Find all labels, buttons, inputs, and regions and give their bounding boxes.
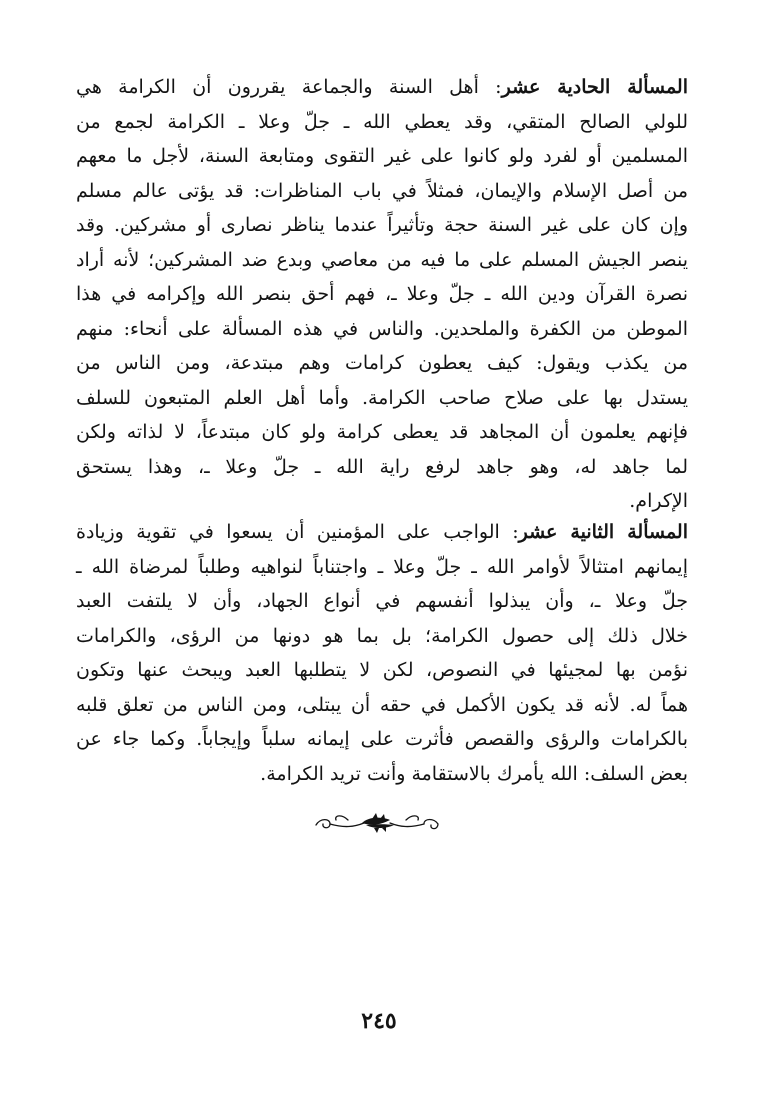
paragraph-line [76, 70, 688, 105]
paragraph-line: من يكذب ويقول: كيف يعطون كرامات وهم مبتدعة، ومن الناس من [76, 352, 688, 374]
paragraph-twelfth-issue [76, 515, 688, 791]
paragraph-line: نؤمن بها لمجيئها في النصوص، لكن لا يتطلبها العبد ويبحث عنها وتكون [76, 659, 688, 681]
paragraph-line: نصرة القرآن ودين الله ـ جلّ وعلا ـ، فهم أحق بنصر الله وإكرامه في هذا [76, 283, 688, 305]
paragraph-line: وإن كان على غير السنة حجة وتأثيراً عندما يناظر نصارى أو مشركين. وقد [76, 214, 688, 236]
paragraph-line: بعض السلف: الله يأمرك بالاستقامة وأنت تريد الكرامة. [260, 762, 688, 785]
paragraph-line: الموطن من الكفرة والملحدين. والناس في هذه المسألة على أنحاء: منهم [76, 317, 688, 340]
paragraph-line: المسلمين أو لفرد ولو كانوا على غير التقوى ومتابعة السنة، لأجل ما معهم [76, 145, 688, 167]
paragraph-line [76, 515, 688, 550]
page-number: ٢٤٥ [361, 1008, 397, 1034]
paragraph-line: الإكرام. [629, 490, 688, 512]
line-text: : الواجب على المؤمنين أن يسعوا في تقوية وزيادة [76, 521, 519, 543]
paragraph-line: فإنهم يعلمون أن المجاهد قد يعطى كرامة ولو كان مبتدعاً، لا لذاته ولكن [76, 421, 688, 443]
paragraph-heading: المسألة الثانية عشر [518, 521, 688, 543]
paragraph-line: إيمانهم امتثالاً لأوامر الله ـ جلّ وعلا ـ واجتناباً لنواهيه وطلباً لمرضاة الله ـ [76, 555, 688, 578]
paragraph-line: من أصل الإسلام والإيمان، فمثلاً في باب المناظرات: قد يؤتى عالم مسلم [76, 179, 688, 202]
paragraph-line: خلال ذلك إلى حصول الكرامة؛ بل بما هو دونها من الرؤى، والكرامات [76, 624, 688, 647]
paragraph-eleventh-issue [76, 70, 688, 519]
paragraph-line: ينصر الجيش المسلم على ما فيه من معاصي وبدع ضد المشركين؛ لأنه أراد [76, 248, 688, 271]
decorative-divider-icon [310, 808, 444, 838]
paragraph-line: بالكرامات والرؤى والقصص فأثرت على إيمانه سلباً وإيجاباً. وكما جاء عن [76, 728, 688, 750]
paragraph-line: لما جاهد له، وهو جاهد لرفع راية الله ـ جلّ وعلا ـ، وهذا يستحق [76, 455, 688, 478]
paragraph-line: يستدل بها على صلاح صاحب الكرامة. وأما أهل العلم المتبعون للسلف [76, 386, 688, 409]
paragraph-heading: المسألة الحادية عشر [501, 76, 688, 98]
line-text: : أهل السنة والجماعة يقررون أن الكرامة هي [76, 76, 502, 98]
paragraph-line: للولي الصالح المتقي، وقد يعطي الله ـ جلّ وعلا ـ الكرامة لجمع من [76, 110, 688, 133]
paragraph-line: هماً له. لأنه قد يكون الأكمل في حقه أن يبتلى، ومن الناس من تعلق قلبه [76, 693, 688, 716]
paragraph-line: جلّ وعلا ـ، وأن يبذلوا أنفسهم في أنواع الجهاد، وأن لا يلتفت العبد [76, 590, 688, 612]
